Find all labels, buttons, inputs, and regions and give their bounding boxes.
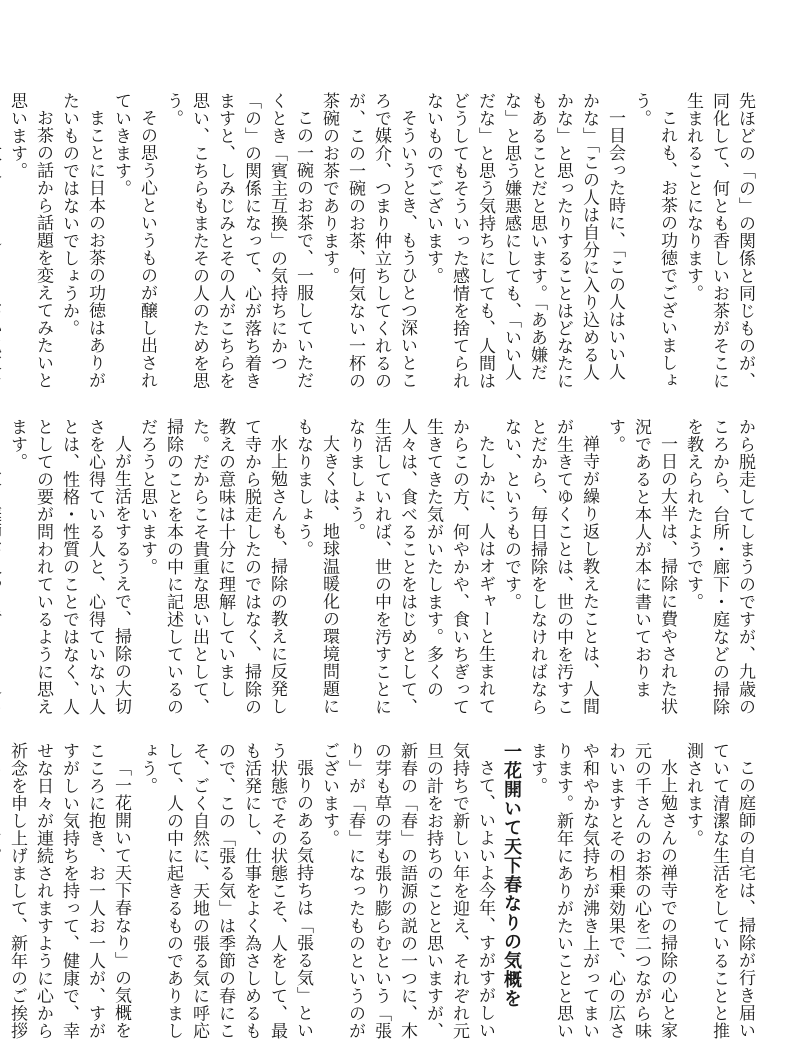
paragraph: さて、いよいよ今年、すがすがしい気持ちで新しい年を迎え、それぞれ元旦の計をお持ちのことと思いますが、新春の「春」の語源の説の一つに、木の芽も草の芽も張り膨らむという「張り」が「春」になったものというのがございます。 xyxy=(319,742,495,1040)
text-tier-top xyxy=(7,92,758,394)
text-tier-bottom xyxy=(7,742,758,1042)
paragraph: この一碗のお茶で、一服していただくとき「賓主互換」の気持ちにかつ「の」の関係になって、心が落ち着きますと、しみじみとその人がこちらを思い、こちらもまたその人のためを思う。 xyxy=(163,92,313,390)
paragraph xyxy=(0,418,4,720)
paragraph: 人が生活をするうえで、掃除の大切さを心得ている人と、心得ていない人とは、性格・性質のことではなく、人としての要が問われているように思えます。 xyxy=(7,418,131,716)
paragraph: たしかに、人はオギャーと生まれてからこの方、何やかや、食いちぎって生きてきた気がいたします。多くの人々は、食べることをはじめとして、生活していれば、世の中を汚すことになりましょう。 xyxy=(345,418,495,716)
paragraph: 一日の大半は、掃除に費やされた状況であると本人が本に書いております。 xyxy=(605,418,677,715)
paragraph: 「一花開いて天下春なり」の気概をこころに抱き、お一人お一人が、すがすがしい気持ちを持って、健康で、幸せな日々が連続されますように心から祈念を申し上げまして、新年のご挨拶 xyxy=(7,742,131,1040)
paragraph: これも、お茶の功徳でございましょう。 xyxy=(631,92,677,389)
paragraph: その思う心というものが醸し出されていきます。 xyxy=(111,92,157,389)
paragraph: お茶の話から話題を変えてみたいと思います。 xyxy=(7,92,53,389)
paragraph: 大きくは、地球温暖化の環境問題にもなりましょう。 xyxy=(293,418,339,715)
paragraph: 張りのある気持ちは「張る気」という状態でその状態こそ、人をして、最も活発にし、仕事をよく為さしめるもので、この「張る気」は季節の春にこそ、ごく自然に、天地の張る気に呼応して、人の中に起きるものでありましょう。 xyxy=(137,742,313,1040)
paragraph: から脱走してしまうのですが、九歳のころから、台所・廊下・庭などの掃除を教えられたようです。 xyxy=(683,418,755,716)
paragraph: 禅寺が繰り返し教えたことは、人間が生きてゆくことは、世の中を汚すことだから、毎日掃除をしなければならない、というものです。 xyxy=(501,418,599,716)
paragraph: 水上勉さんの禅寺での掃除の心と家元の千さんのお茶の心を二つながら味わいますとその相乗効果で、心の広さや和やかな気持ちが沸き上がってまいります。新年にありがたいことと思います。 xyxy=(527,742,677,1040)
paragraph: 先ほどの「の」の関係と同じものが、同化して、何とも香しいお茶がそこに生まれることになります。 xyxy=(683,92,755,390)
paragraph: 水上勉さんも、掃除の教えに反発して寺から脱走したのではなく、掃除の教えの意味は十分に理解していました。だからこそ貴重な思い出として、掃除のことを本の中に記述しているのだろうと思います。 xyxy=(137,418,287,716)
paragraph: まことに日本のお茶の功徳はありがたいものではないでしょうか。 xyxy=(59,92,105,389)
paragraph: 一目会った時に、「この人はいい人かな」「この人は自分に入り込める人かな」と思ったりすることはどなたにもあることだと思います。「ああ嫌だな」と思う嫌悪感にしても、「いい人だな」と思う気持ちにしても、人間はどうしてもそういった感情を捨てられないものでございます。 xyxy=(423,92,625,390)
paragraph: この庭師の自宅は、掃除が行き届いていて清潔な生活をしていることと推測されます。 xyxy=(683,742,755,1040)
text-tier-middle xyxy=(7,418,758,720)
section-heading: 一花開いて天下春なりの気概を xyxy=(501,742,522,1008)
paragraph: そういうとき、もうひとつ深いところで媒介、つまり仲立ちしてくれるのが、この一碗のお茶、何気ない一杯の茶碗のお茶であります。 xyxy=(319,92,417,390)
paragraph xyxy=(0,92,4,394)
